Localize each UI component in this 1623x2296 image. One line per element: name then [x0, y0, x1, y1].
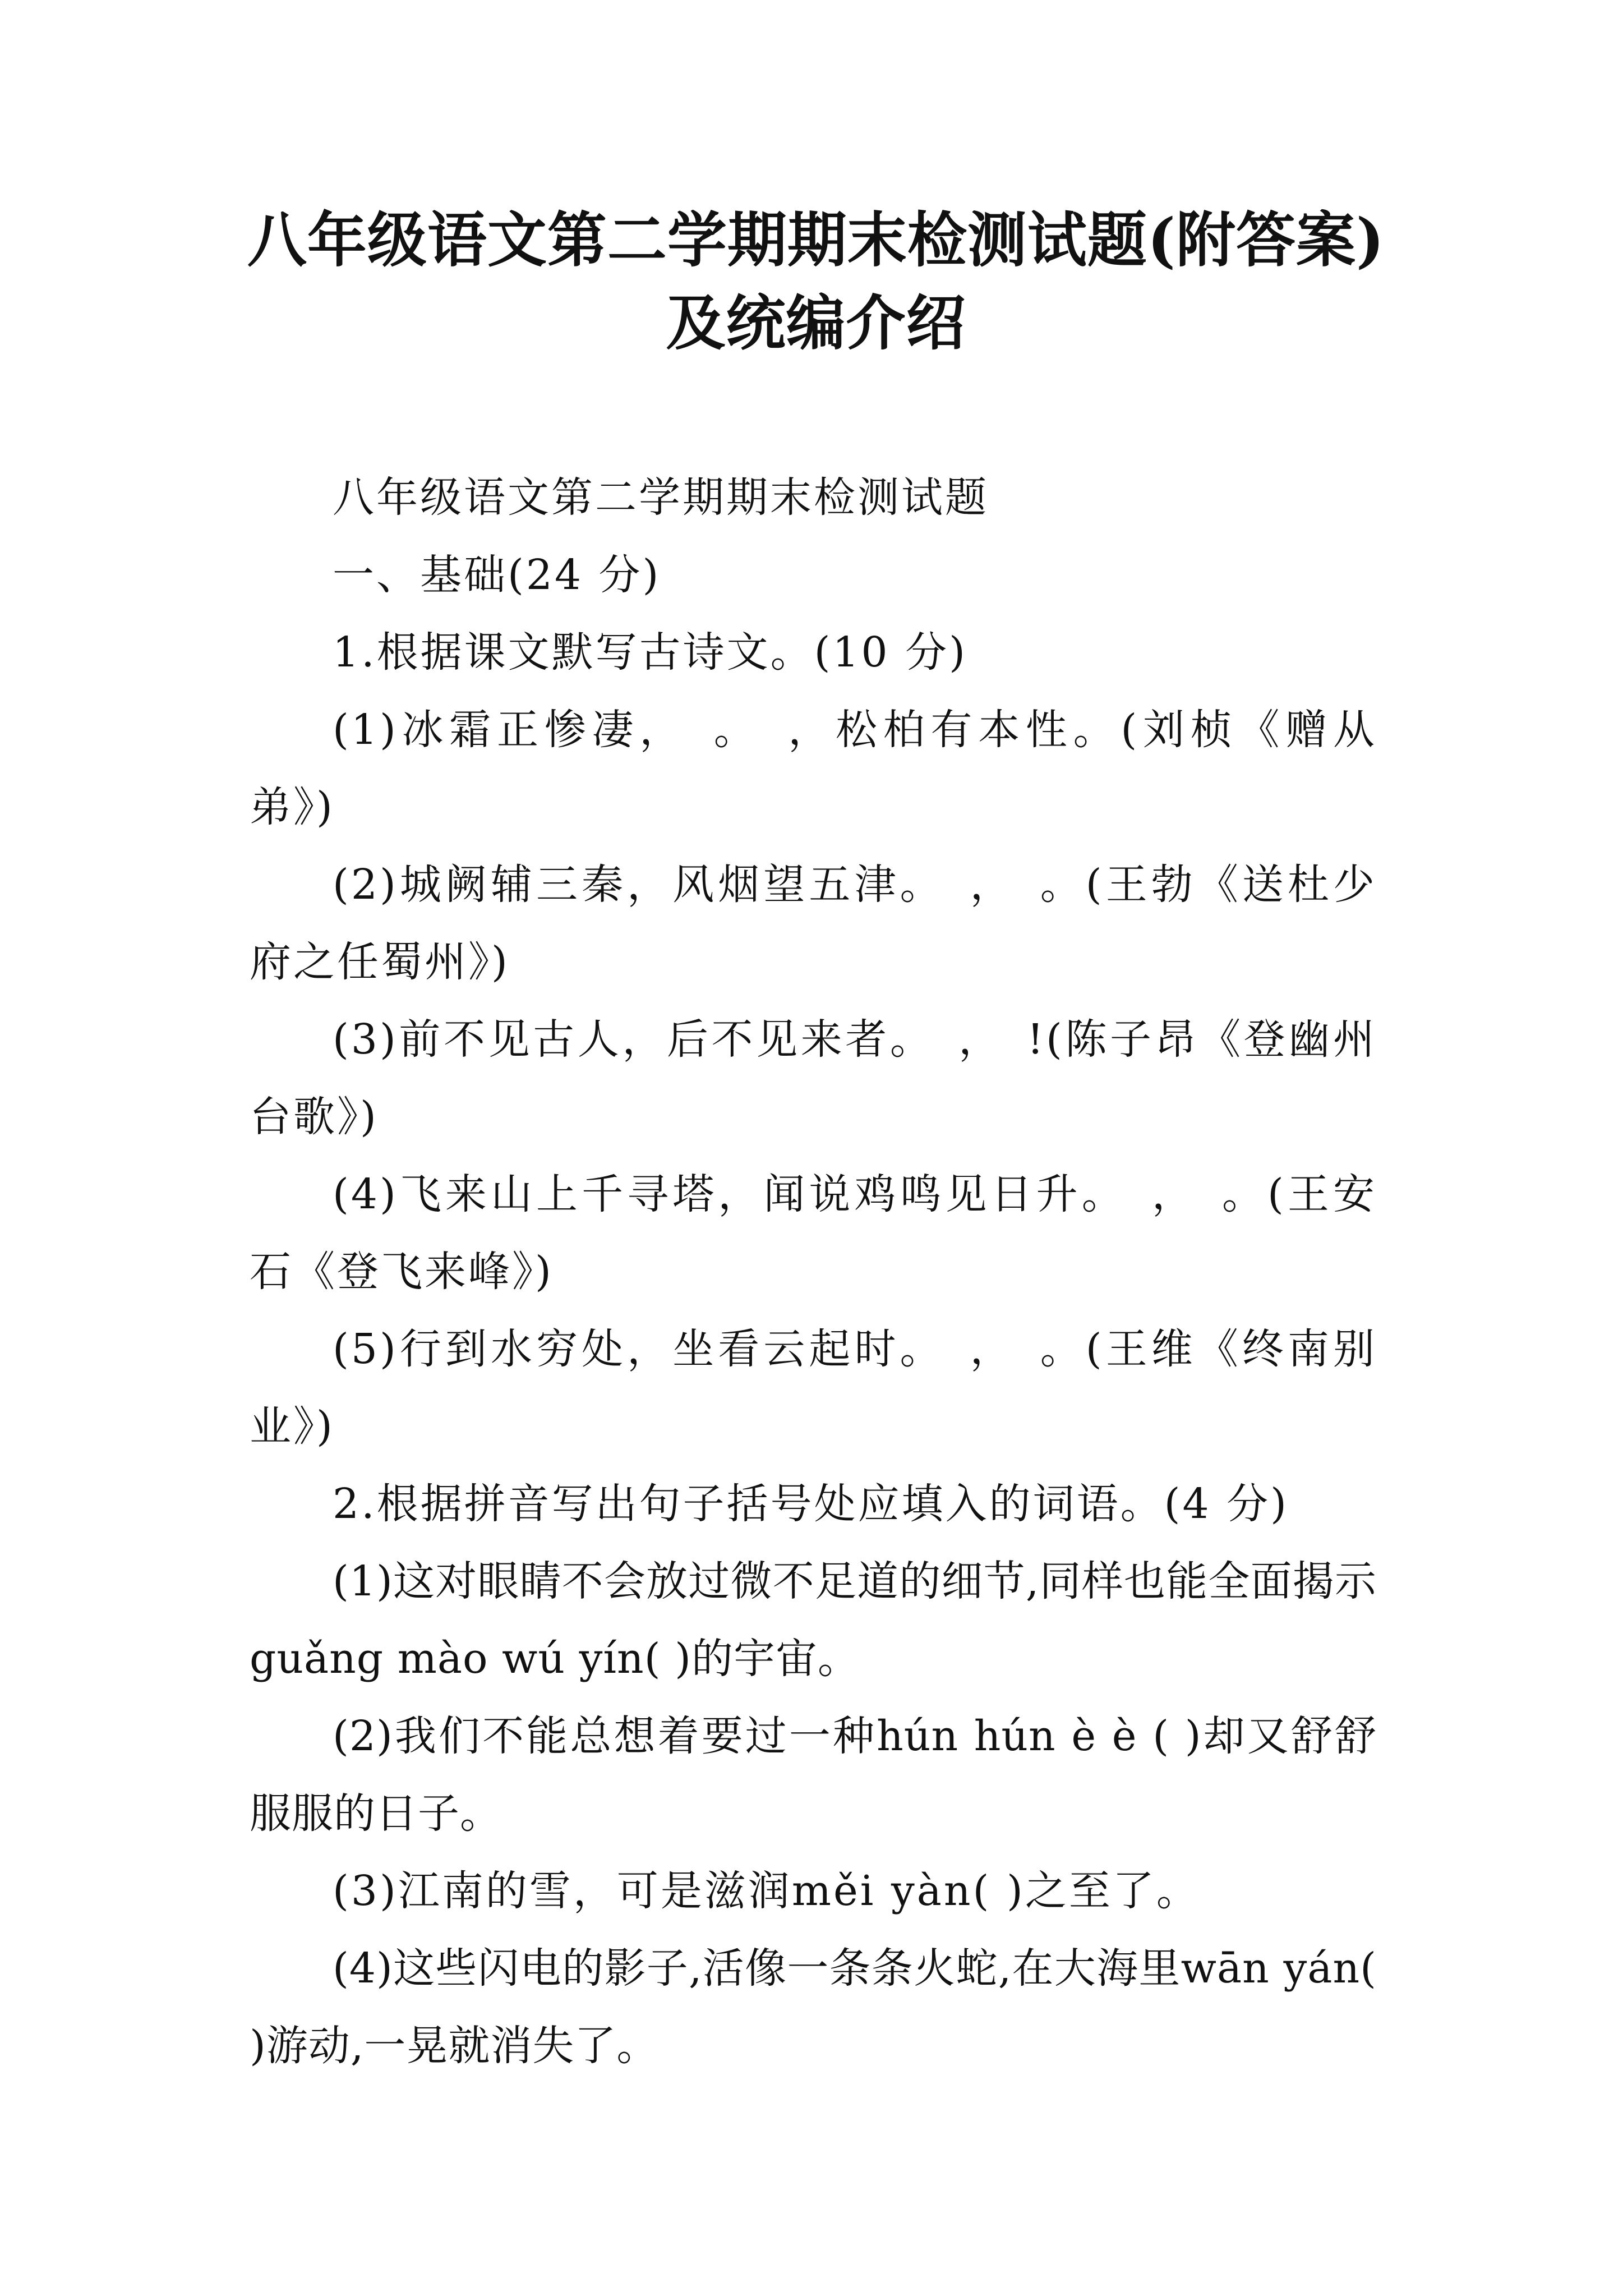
document-body — [250, 459, 1377, 2085]
question-1-prompt: 1.根据课文默写古诗文。(10 分) — [333, 628, 968, 677]
document-title-line-2: 及统编介绍 — [666, 288, 966, 358]
question-1-item-3: (3)前不见古人，后不见来者。 ， !(陈子昂《登幽州台歌》) — [250, 1015, 1377, 1141]
part-heading-basics: 一、基础(24 分) — [333, 551, 661, 599]
question-2-prompt: 2.根据拼音写出句子括号处应填入的词语。(4 分) — [333, 1480, 1289, 1528]
question-1-item-5: (5)行到水穷处，坐看云起时。 ， 。(王维《终南别业》) — [250, 1325, 1377, 1451]
question-1-item-2: (2)城阙辅三秦，风烟望五津。 ， 。(王勃《送杜少府之任蜀州》) — [250, 861, 1377, 986]
question-1-item-4: (4)飞来山上千寻塔，闻说鸡鸣见日升。 ， 。(王安石《登飞来峰》) — [250, 1170, 1377, 1296]
question-2-item-2: (2)我们不能总想着要过一种hún hún è è ( )却又舒舒服服的日子。 — [250, 1712, 1377, 1838]
document-title-line-1: 八年级语文第二学期期末检测试题(附答案) — [247, 205, 1385, 275]
question-2-item-4: (4)这些闪电的影子,活像一条条火蛇,在大海里wān yán( )游动,一晃就消失了。 — [250, 1944, 1377, 2070]
section-heading: 八年级语文第二学期期末检测试题 — [333, 473, 989, 522]
question-2-item-1: (1)这对眼睛不会放过微不足道的细节,同样也能全面揭示guǎng mào wú yín( )的宇宙。 — [250, 1557, 1377, 1683]
question-1-item-1: (1)冰霜正惨凄， 。 ，松柏有本性。(刘桢《赠从弟》) — [250, 706, 1377, 831]
question-2-item-3: (3)江南的雪，可是滋润měi yàn( )之至了。 — [333, 1867, 1200, 1915]
